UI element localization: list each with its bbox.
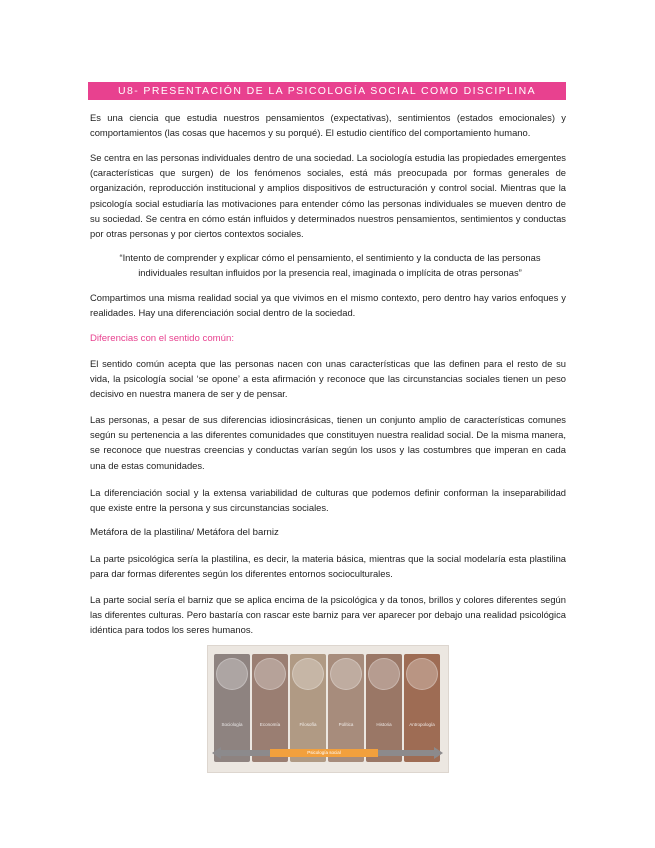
panel-anthropology xyxy=(404,654,440,762)
paragraph-definition: Es una ciencia que estudia nuestros pensamientos (expectativas), sentimientos (estados emocionales) y comportamientos (las cosas que hacemos y su porqué). El estudio científico del comportamiento humano. xyxy=(90,112,566,139)
panel-label: Antropología xyxy=(409,722,435,727)
paragraph-varnish: La parte social sería el barniz que se aplica encima de la psicológica y da tonos, brillos y colores diferentes según las diferentes culturas. Pero bastaría con rascar este barniz para ver aparecer por debajo una realidad psicológica idéntica para todos los seres humanos. xyxy=(90,594,566,636)
paragraph-social-differentiation: La diferenciación social y la extensa variabilidad de culturas que podemos definir conforman la inseparabilidad que existe entre la persona y sus circunstancias sociales. xyxy=(90,487,566,514)
panel-philosophy xyxy=(290,654,326,762)
panel-economy xyxy=(252,654,288,762)
disciplines-figure xyxy=(207,645,449,773)
panel-label: Economía xyxy=(259,722,281,727)
panel-label: Política xyxy=(338,722,354,727)
paragraph-people-characteristics: Las personas, a pesar de sus diferencias idiosincrásicas, tienen un conjunto amplio de características comunes según su pertenencia a las diferentes comunidades que constituyen nuestra realidad social. De la misma manera, se reconoce que nuestras creencias y conductas varían según los usos y las costumbres que imperan en cada una de estas comunidades. xyxy=(90,414,566,471)
panel-sociology xyxy=(214,654,250,762)
panel-label: Filosofía xyxy=(299,722,317,727)
panel-circle xyxy=(216,658,248,690)
panel-circle xyxy=(330,658,362,690)
paragraph-shared-reality: Compartimos una misma realidad social ya que vivimos en el mismo contexto, pero dentro hay varios enfoques y realidades. Hay una diferenciación social dentro de la sociedad. xyxy=(90,292,566,319)
panel-politics xyxy=(328,654,364,762)
arrow-left-icon xyxy=(212,747,221,759)
arrow-right-icon xyxy=(434,747,443,759)
panel-circle xyxy=(368,658,400,690)
definition-quote: “Intento de comprender y explicar cómo el pensamiento, el sentimiento y la conducta de las personas individuales resultan influidos por la presencia real, imaginada o implícita de otras personas” xyxy=(119,252,541,279)
panel-label: Sociología xyxy=(221,722,243,727)
section-title-banner: U8- PRESENTACIÓN DE LA PSICOLOGÍA SOCIAL COMO DISCIPLINA xyxy=(88,82,566,100)
paragraph-plasticine: La parte psicológica sería la plastilina, es decir, la materia básica, mientras que la social modelaría esta plastilina para dar formas diferentes según los diferentes entornos socioculturales. xyxy=(90,553,566,580)
heading-common-sense: Diferencias con el sentido común: xyxy=(90,333,234,344)
social-psychology-bar: Psicología social xyxy=(270,749,378,757)
panel-circle xyxy=(254,658,286,690)
panel-label: Historia xyxy=(376,722,392,727)
panel-circle xyxy=(292,658,324,690)
panel-history xyxy=(366,654,402,762)
paragraph-sociology-comparison: Se centra en las personas individuales dentro de una sociedad. La sociología estudia las propiedades emergentes (características que surgen) de los fenómenos sociales, está más preocupada por formas generales de organización, reproducción institucional y amplios dispositivos de estructuración y control social. Mientras que la psicología social estudiaría las motivaciones para entender cómo las personas individuales se mueven dentro de su sociedad. Se centra en cómo están influidos y determinados nuestros pensamientos, sentimientos y conductas por otras personas y por ciertos contextos sociales. xyxy=(90,152,566,240)
heading-metaphor: Metáfora de la plastilina/ Metáfora del barniz xyxy=(90,527,279,538)
paragraph-common-sense: El sentido común acepta que las personas nacen con unas características que las definen para el resto de su vida, la psicología social ‘se opone’ a esta afirmación y reconoce que las circunstancias sociales tienen un peso decisivo en nuestra manera de ser y de pensar. xyxy=(90,358,566,400)
panel-circle xyxy=(406,658,438,690)
